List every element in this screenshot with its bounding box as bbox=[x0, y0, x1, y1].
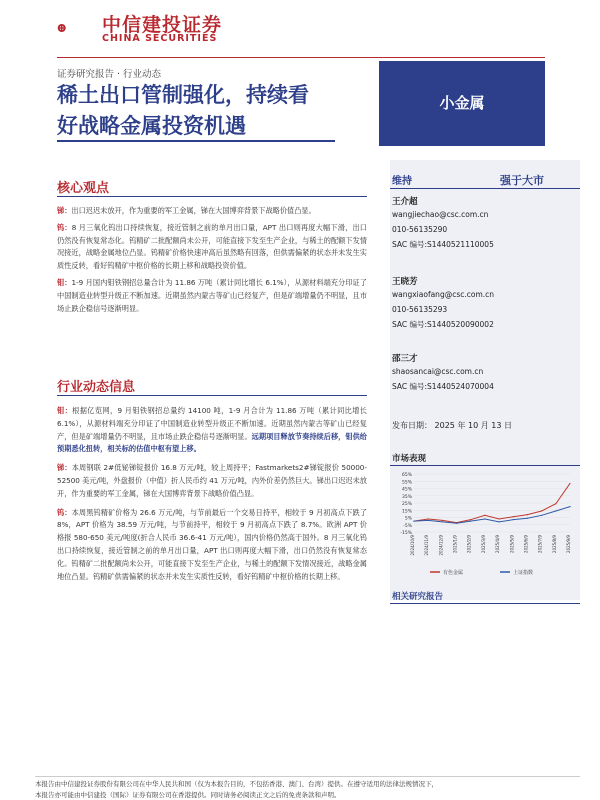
data-point bbox=[428, 520, 429, 521]
analyst-email[interactable]: wangxiaofang@csc.com.cn bbox=[392, 290, 495, 299]
data-point bbox=[513, 516, 514, 517]
sector-tag: 小金属 bbox=[439, 94, 485, 112]
core-paragraphs bbox=[57, 205, 367, 315]
y-tick-label: -15% bbox=[400, 531, 412, 536]
data-point bbox=[541, 510, 542, 511]
data-point bbox=[555, 503, 556, 504]
x-tick-label: 2025/1/9 bbox=[452, 535, 458, 553]
analyst-name: 王介超 bbox=[392, 197, 418, 207]
title-underline bbox=[57, 140, 335, 142]
data-point bbox=[442, 521, 443, 522]
header-divider bbox=[57, 57, 545, 58]
data-point bbox=[470, 519, 471, 520]
analyst-1 bbox=[392, 195, 494, 252]
logo-text-en: CHINA SECURITIES bbox=[102, 33, 218, 44]
title-line-2: 好战略金属投资机遇 bbox=[57, 114, 246, 138]
core-paragraph-1: 锑：出口迟迟未放开，作为重要的军工金属，锑在大国博弈背景下战略价值凸显。 bbox=[57, 206, 316, 215]
data-point bbox=[428, 518, 429, 519]
page-title bbox=[57, 80, 377, 142]
logo-text-cn: 中信建投证券 bbox=[102, 14, 223, 36]
footer-divider bbox=[35, 776, 580, 777]
y-tick-label: -5% bbox=[403, 523, 412, 529]
data-point bbox=[569, 506, 570, 507]
x-tick-label: 2024/10/9 bbox=[410, 535, 415, 556]
related-divider bbox=[390, 603, 580, 604]
data-point bbox=[442, 520, 443, 521]
analyst-phone: 010-56135293 bbox=[392, 305, 448, 314]
footer-line-1: 本报告由中信建投证券股份有限公司在中华人民共和国（仅为本报告目的，不包括香港、澳门、台湾）提供。在遵守适用的法律法规情况下， bbox=[35, 780, 438, 788]
data-point bbox=[527, 518, 528, 519]
core-paragraph-3: 钼：1-9 月国内钼铁钢招总量合计为 11.86 万吨（累计同比增长 6.1%），从源材料端充分印证了中国制造业转型升级正不断加速。近期虽然内蒙古等矿山已经复产，但是矿端增量仍不明显，且市场止跌企稳信号逐渐明显。 bbox=[57, 277, 367, 313]
y-tick-label: 55% bbox=[401, 480, 412, 486]
industry-heading: 行业动态信息 bbox=[57, 380, 136, 395]
x-tick-label: 2024/12/9 bbox=[438, 535, 444, 556]
x-tick-label: 2025/4/9 bbox=[495, 535, 501, 553]
title-line-1: 稀土出口管制强化，持续看 bbox=[57, 83, 309, 107]
analyst-email[interactable]: shaosancai@csc.com.cn bbox=[392, 367, 484, 376]
data-point bbox=[498, 521, 499, 522]
rating-value: 强于大市 bbox=[500, 174, 544, 187]
data-point bbox=[413, 521, 414, 522]
industry-paragraphs bbox=[57, 405, 367, 583]
y-tick-label: 65% bbox=[401, 473, 412, 478]
market-performance-chart bbox=[390, 470, 580, 580]
data-point bbox=[513, 519, 514, 520]
x-tick-label: 2025/5/9 bbox=[509, 535, 515, 553]
industry-heading-line bbox=[57, 395, 367, 396]
y-tick-label: 15% bbox=[401, 509, 412, 515]
legend-label: 有色金属 bbox=[443, 570, 464, 576]
core-paragraph-2: 钨：8 月三氧化钨出口持续恢复，接近管制之前的单月出口量，APT 出口则再度大幅下滑，出口仍然没有恢复常态化。钨精矿二批配额尚未公开，可能直接下发至生产企业，与稀土的配额下发情况接近，战略金属地位凸显。钨精矿价格快速冲高后虽然略有回落，但供需偏紧的状态并未发生实质性反转，看好钨精矿中枢价格的长期上移和战略投资价值。 bbox=[57, 222, 367, 271]
publish-date: 发布日期： 2025 年 10 月 13 日 bbox=[392, 421, 512, 430]
analyst-sac: SAC 编号:S1440520090002 bbox=[392, 320, 494, 329]
data-point bbox=[527, 514, 528, 515]
footer-line-2: 本报告亦可能由中信建投（国际）证券有限公司在香港提供。同时请务必阅读正文之后的免责条款和声明。 bbox=[35, 791, 341, 799]
x-tick-label: 2025/3/9 bbox=[480, 535, 486, 553]
x-tick-label: 2025/6/9 bbox=[523, 535, 529, 553]
analyst-sac: SAC 编号:S1440524070004 bbox=[392, 382, 494, 391]
y-tick-label: 45% bbox=[401, 487, 412, 493]
industry-paragraph-2: 锑：本周钢联 2#低铋锑锭报价 16.8 万元/吨，较上周持平；Fastmarkets2#锑锭报价 50000-52500 美元/吨，外盘报价（中值）折人民币约 41 万元/吨，内外价差仍然巨大。锑出口迟迟未放开，作为重要的军工金属，锑在大国博弈背景下战略价值凸显。 bbox=[57, 463, 367, 498]
data-point bbox=[555, 510, 556, 511]
data-point bbox=[470, 521, 471, 522]
x-tick-label: 2024/11/9 bbox=[424, 535, 430, 556]
analyst-3 bbox=[392, 352, 494, 394]
industry-paragraph-1: 钼：根据亿览网，9 月钼铁钢招总量约 14100 吨，1-9 月合计为 11.86 万吨（累计同比增长 6.1%），从源材料端充分印证了中国制造业转型升级正不断加速。近期虽然内蒙古等矿山已经复产，但是矿端增量仍不明显，且市场止跌企稳信号逐渐明显。远期项目释放节奏持续后移，钼供给预期悉化扭转，相关标的估值中枢有望上移。 bbox=[57, 406, 367, 454]
data-point bbox=[456, 523, 457, 524]
breadcrumb: 证券研究报告 · 行业动态 bbox=[57, 69, 162, 80]
data-point bbox=[484, 518, 485, 519]
x-tick-label: 2025/7/9 bbox=[537, 535, 543, 553]
industry-paragraph-3: 钨：本周黑钨精矿价格为 26.6 万元/吨，与节前最后一个交易日持平，相较于 9 月初高点下跌了 8%，APT 价格为 38.59 万元/吨，与节前持平，相较于 9 月初高点下跌了 8.7%。欧洲 APT 价格报 580-650 美元/吨度(折合人民币 36.6-41 万元/吨），国内价格仍然高于国外。8 月三氧化钨出口持续恢复，接近管制之前的单月出口量，APT 出口则再度大幅下滑，出口仍然没有恢复常态化。钨精矿二批配额尚未公开，可能直接下发至生产企业，与稀土的配额下发情况接近，战略金属地位凸显。钨精矿供需偏紧的状态并未发生实质性反转，看好钨精矿中枢价格的长期上移。 bbox=[57, 507, 367, 581]
analyst-email[interactable]: wangjiechao@csc.com.cn bbox=[392, 210, 489, 219]
x-tick-label: 2025/9/9 bbox=[566, 535, 571, 553]
analyst-phone: 010-56135290 bbox=[392, 225, 448, 234]
analyst-name: 邵三才 bbox=[392, 354, 418, 364]
market-performance-title: 市场表现 bbox=[392, 454, 427, 464]
related-reports-title: 相关研究报告 bbox=[392, 592, 444, 602]
legend-label: 上证指数 bbox=[513, 570, 534, 576]
data-point bbox=[498, 518, 499, 519]
y-tick-label: 25% bbox=[401, 502, 412, 507]
rating-divider bbox=[390, 188, 580, 189]
core-heading-line bbox=[57, 196, 367, 197]
data-point bbox=[541, 515, 542, 516]
analyst-2 bbox=[392, 275, 494, 332]
data-point bbox=[569, 483, 570, 484]
rating-label: 维持 bbox=[392, 176, 412, 187]
x-tick-label: 2025/8/9 bbox=[551, 535, 557, 553]
x-tick-label: 2025/2/9 bbox=[466, 535, 472, 553]
y-tick-label: 5% bbox=[404, 516, 412, 522]
company-logo-icon bbox=[57, 8, 97, 48]
y-tick-label: 35% bbox=[401, 494, 412, 500]
market-divider bbox=[390, 465, 580, 466]
data-point bbox=[484, 515, 485, 516]
core-heading: 核心观点 bbox=[57, 181, 110, 196]
analyst-sac: SAC 编号:S1440521110005 bbox=[392, 240, 494, 249]
analyst-name: 王晓芳 bbox=[392, 277, 418, 287]
series-line-1 bbox=[414, 507, 570, 524]
